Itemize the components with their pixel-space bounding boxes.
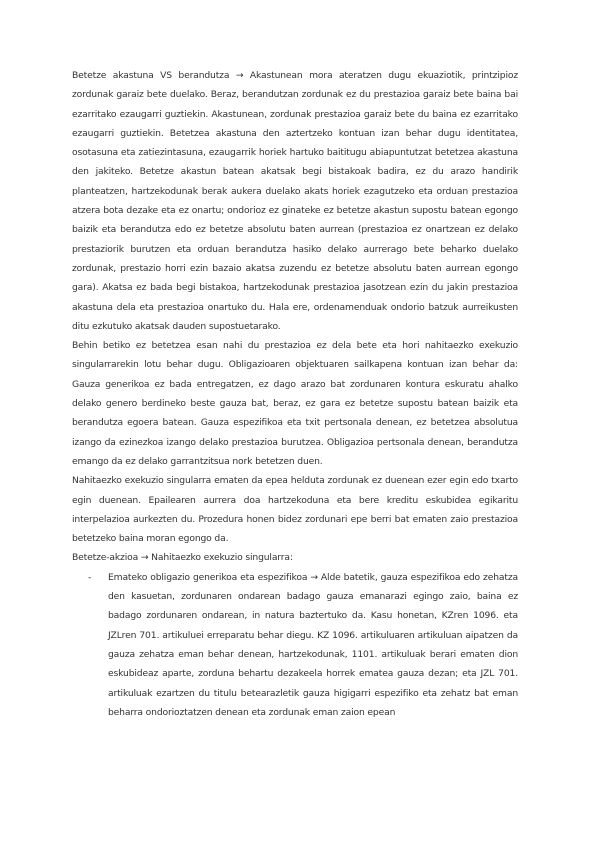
list-item bbox=[72, 568, 518, 722]
list-item-text: Emateko obligazio generikoa eta espezifikoa → Alde batetik, gauza espezifikoa edo zehatza den kasuetan, zordunaren ondarean badago gauza emanarazi egingo zaio, baina ez badago zordunaren ondarean, in natura baztertuko da. Kasu honetan, KZren 1096. eta JZLren 701. artikuluei erreparatu behar diegu. KZ 1096. artikuluaren artikuluan aipatzen da gauza zehatza eman behar denean, hartzekodunak, 1101. artikuluak berari ematen dion eskubideaz aparte, zorduna behartu dezakeela horrek ematea gauza dezan; eta JZL 701. artikuluak ezartzen du titulu betearazletik gauza higigarri espezifiko eta zehatz bat eman beharra ondorioztatzen denean eta zordunak eman zaion epean bbox=[108, 571, 518, 718]
bullet-dash: - bbox=[88, 571, 92, 583]
paragraph-betetze-akzioa: Betetze-akzioa → Nahitaezko exekuzio singularra: bbox=[72, 552, 293, 564]
paragraph-nahitaezko-exekuzioa: Nahitaezko exekuzio singularra ematen da epea helduta zordunak ez duenean ezer egin edo txarto egin duenean. Epailearen aurrera doa hartzekoduna eta bere kreditu eskubidea egikaritu interpelazioa aurkezten du. Prozedura honen bidez zordunari epe berri bat ematen zaio prestazioa betetzeko baina moran egongo da. bbox=[72, 475, 518, 545]
paragraph-behin-betiko: Behin betiko ez betetzea esan nahi du prestazioa ez dela bete eta hori nahitaezko exekuzio singularrarekin lotu behar dugu. Obligazioaren objektuaren sailkapena kontuan izan behar da: Gauza generikoa ez bada entregatzen, ez dago arazo bat zordunaren kontura eskuratu ahalko delako genero berdineko beste gauza bat, beraz, ez gara ez betetze supostu batean baizik eta berandutza egoera batean. Gauza espezifikoa eta txit pertsonala denean, ez betetzea absolutua izango da ezinezkoa izango delako prestazioa burutzea. Obligazioa pertsonala denean, berandutza emango da ez delako garrantzitsua nork betetzen duen. bbox=[72, 340, 518, 467]
paragraph-betetze-akastuna: Betetze akastuna VS berandutza → Akastunean mora ateratzen dugu ekuaziotik, printzipioz zordunak garaiz bete duelako. Beraz, berandutzan zordunak ez du prestazioa garaiz bete baina bai ezarritako ezaugarri guztiekin. Akastunean, zordunak prestazioa garaiz bete du baina ez ezarritako ezaugarri guztiekin. Betetzea akastuna den aztertzeko kontuan izan behar dugu identitatea, osotasuna eta zatiezintasuna, ezaugarrik horiek hartuko baititugu abiapuntutzat betetzea akastuna den jakiteko. Betetze akastun batean akatsak begi bistakoak badira, ez du arazo handirik planteatzen, hartzekodunak berak aukera duelako akats horiek ezagutzeko eta orduan prestazioa atzera bota dezake eta ez onartu; ondorioz ez ginateke ez betetze akastun supostu batean egongo baizik eta berandutza edo ez betetze absolutu baten aurrean (prestazioa ez onartzean ez delako prestaziorik burutzen eta orduan berandutza hasiko delako aurrerago bete beharko duelako zordunak, prestazio horri ezin bazaio akatsa zuzendu ez betetze absolutu baten aurrean egongo gara). Akatsa ez bada begi bistakoa, hartzekodunak prestazioa jasotzean ezin du jakin prestazioa akastuna dela eta prestazioa onartuko du. Hala ere, ordenamenduak ondorio batzuk aurreikusten ditu ezkutuko akatsak dauden supostuetarako. bbox=[72, 70, 518, 332]
bullet-list bbox=[72, 568, 518, 722]
